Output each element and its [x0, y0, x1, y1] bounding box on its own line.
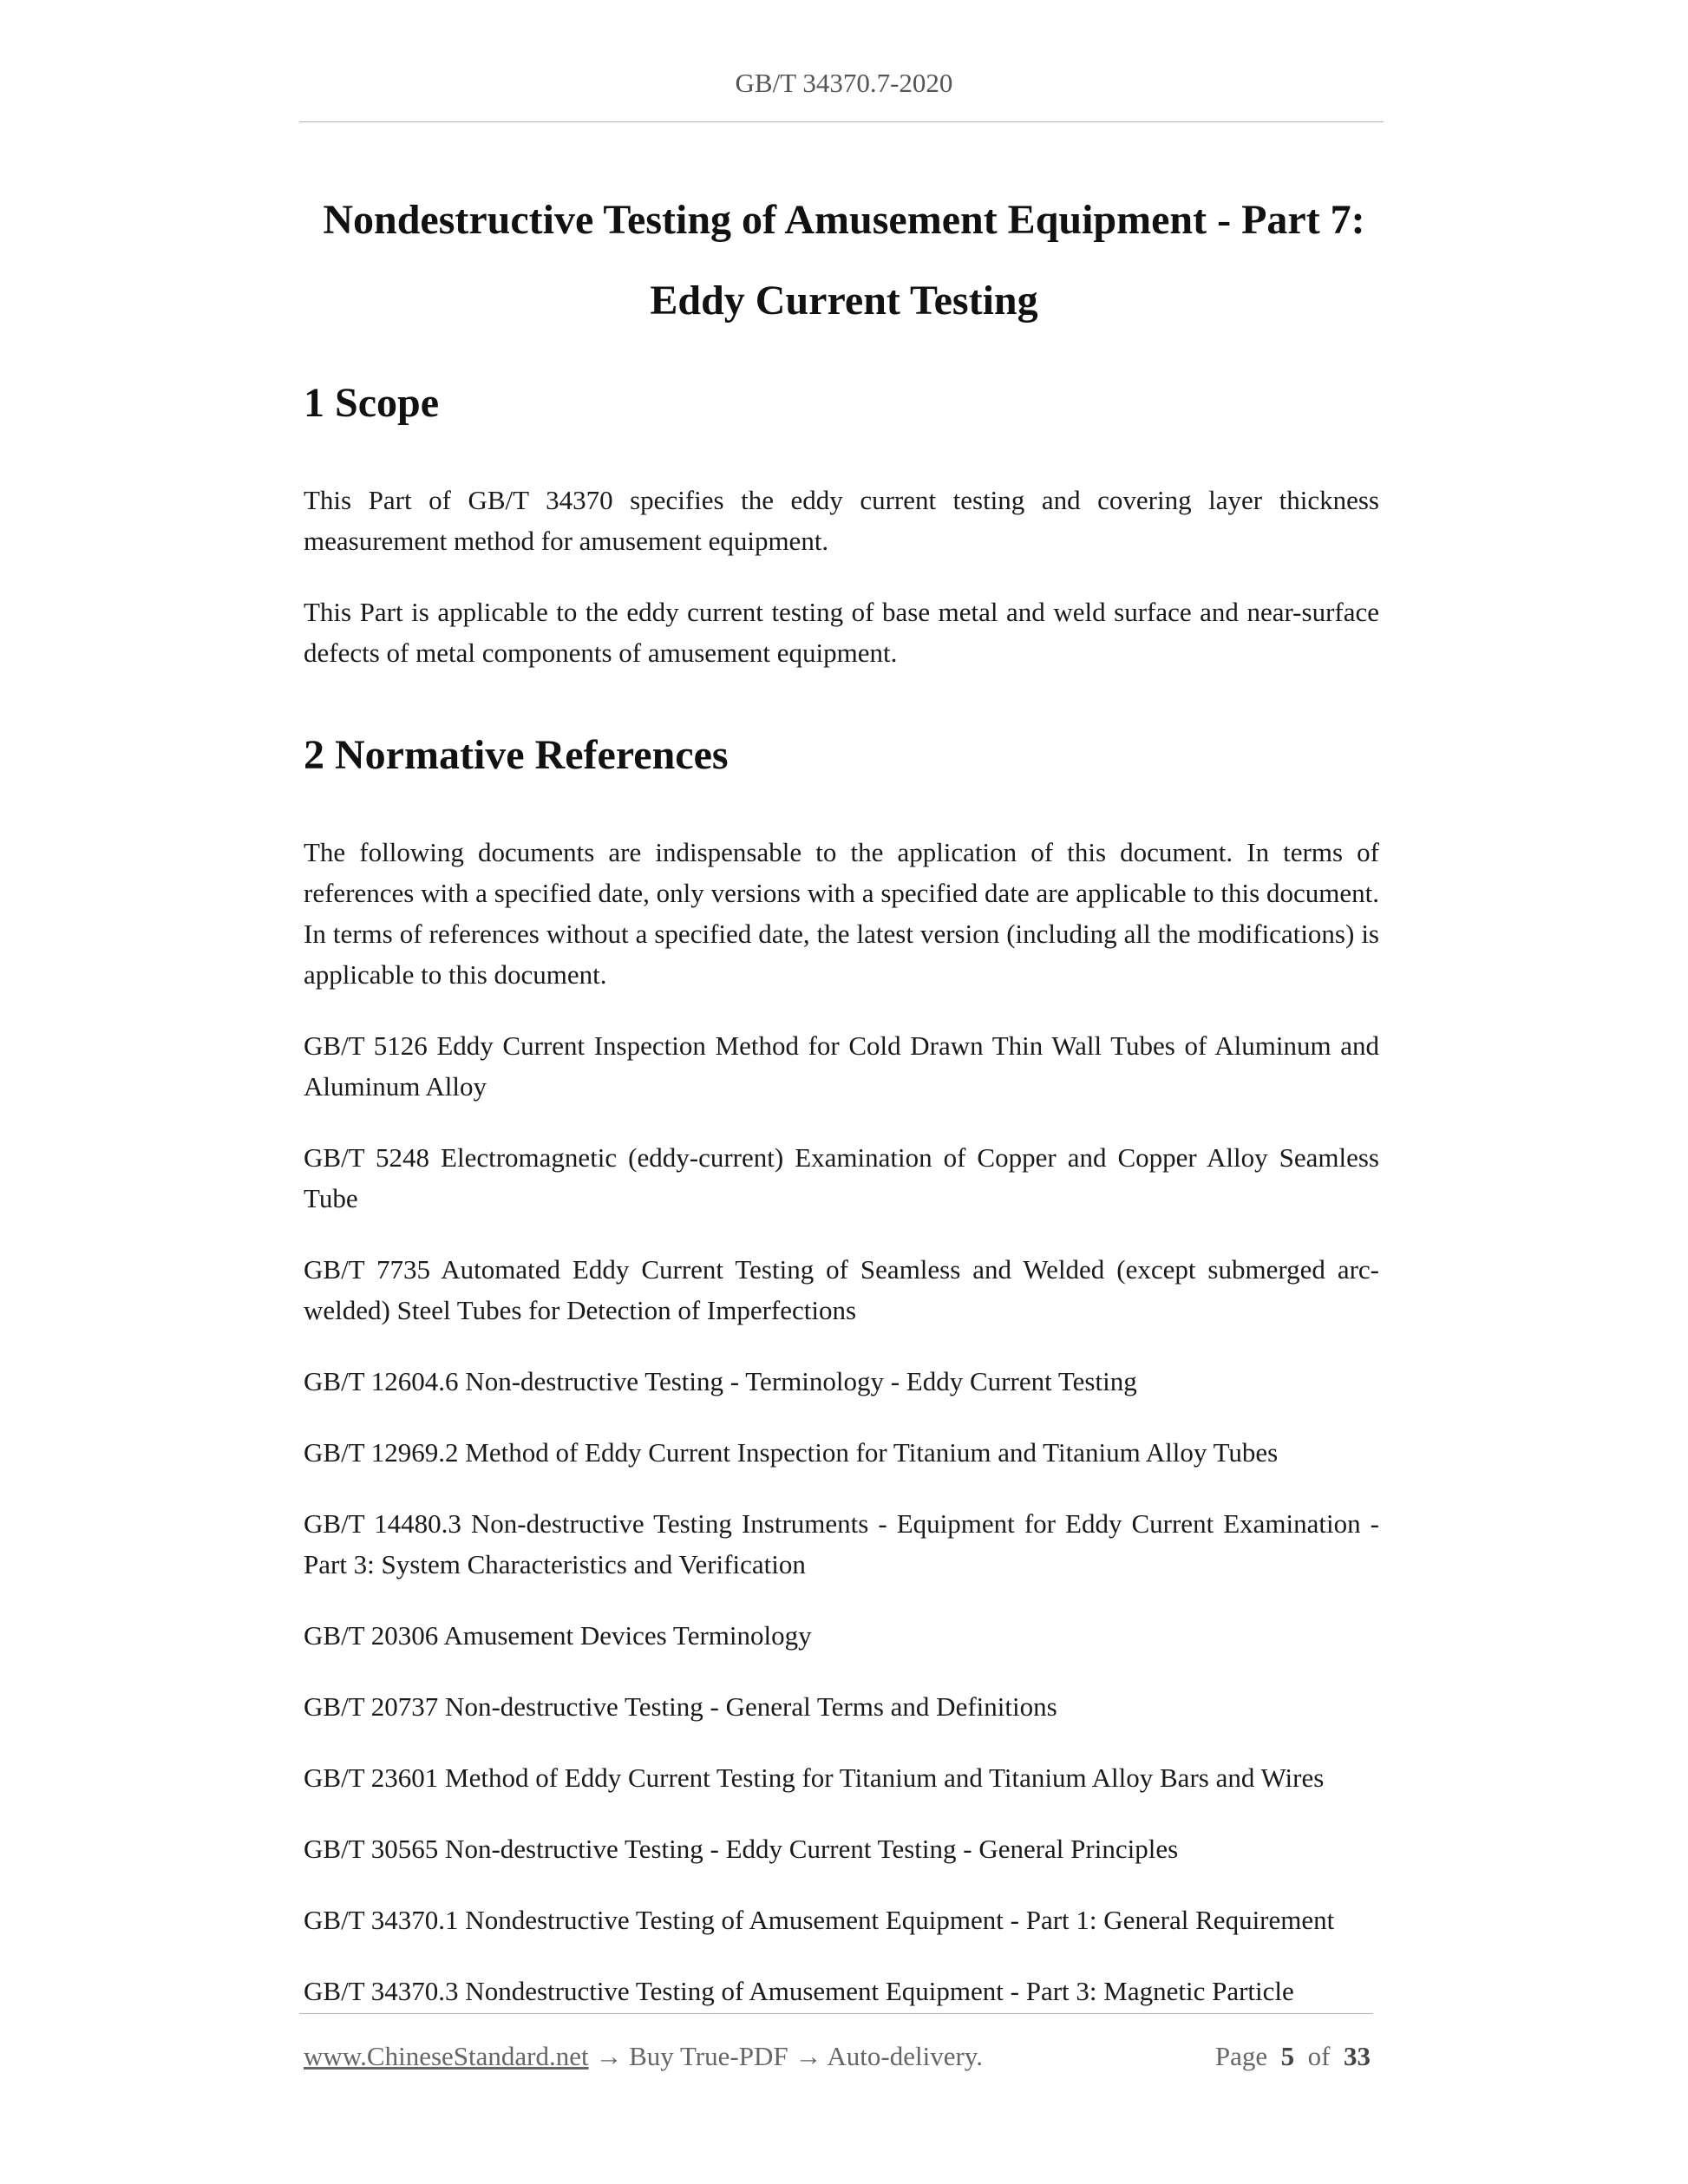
title-line-2: Eddy Current Testing: [650, 278, 1038, 324]
header-divider: [299, 121, 1384, 122]
chinesestandard-link[interactable]: www.ChineseStandard.net: [304, 2041, 589, 2071]
page-footer: [304, 2037, 1371, 2076]
section-heading-scope: 1 Scope: [304, 380, 439, 426]
reference-item: GB/T 7735 Automated Eddy Current Testing of Seamless and Welded (except submerged arc-welded) Steel Tubes for Detection of Imperfections: [304, 1254, 1379, 1325]
reference-item: GB/T 30565 Non-destructive Testing - Eddy Current Testing - General Principles: [304, 1834, 1179, 1864]
reference-item: GB/T 5248 Electromagnetic (eddy-current) Examination of Copper and Copper Alloy Seamless Tube: [304, 1142, 1379, 1213]
reference-item: GB/T 12604.6 Non-destructive Testing - Terminology - Eddy Current Testing: [304, 1366, 1137, 1396]
reference-item: GB/T 20306 Amusement Devices Terminology: [304, 1620, 812, 1651]
footer-divider: [299, 2013, 1373, 2014]
auto-delivery-text: Auto-delivery.: [827, 2041, 984, 2071]
reference-item: GB/T 12969.2 Method of Eddy Current Inspection for Titanium and Titanium Alloy Tubes: [304, 1437, 1279, 1468]
document-title: [0, 180, 1688, 341]
reference-item: GB/T 34370.3 Nondestructive Testing of Amusement Equipment - Part 3: Magnetic Particle: [304, 1976, 1294, 2006]
page-label: Page: [1214, 2041, 1268, 2071]
footer-promo: [304, 2037, 983, 2076]
arrow-right-icon: →: [595, 2041, 623, 2071]
of-label: of: [1307, 2041, 1331, 2071]
document-body: [304, 375, 1379, 2042]
reference-item: GB/T 34370.1 Nondestructive Testing of Amusement Equipment - Part 1: General Requirement: [304, 1905, 1335, 1935]
scope-paragraph: This Part is applicable to the eddy current testing of base metal and weld surface and near-surface defects of metal components of amusement equipment.: [304, 597, 1379, 668]
reference-item: GB/T 14480.3 Non-destructive Testing Instruments - Equipment for Eddy Current Examination - Part 3: System Characteristics and Verification: [304, 1508, 1379, 1579]
title-line-1: Nondestructive Testing of Amusement Equipment - Part 7:: [323, 197, 1365, 243]
page-header-code: GB/T 34370.7-2020: [735, 68, 953, 98]
reference-item: GB/T 20737 Non-destructive Testing - General Terms and Definitions: [304, 1691, 1057, 1722]
scope-paragraph: This Part of GB/T 34370 specifies the eddy current testing and covering layer thickness measurement method for amusement equipment.: [304, 485, 1379, 556]
total-pages: 33: [1344, 2041, 1371, 2071]
section-heading-normative-references: 2 Normative References: [304, 732, 729, 778]
reference-item: GB/T 5126 Eddy Current Inspection Method for Cold Drawn Thin Wall Tubes of Aluminum and Aluminum Alloy: [304, 1030, 1379, 1102]
page-number: 5: [1280, 2041, 1295, 2071]
arrow-right-icon: →: [795, 2041, 822, 2071]
reference-item: GB/T 23601 Method of Eddy Current Testing for Titanium and Titanium Alloy Bars and Wires: [304, 1762, 1325, 1793]
page-indicator: [1215, 2037, 1371, 2076]
buy-true-pdf-text: Buy True-PDF: [629, 2041, 788, 2071]
references-intro: The following documents are indispensable to the application of this document. In terms of references with a specified date, only versions with a specified date are applicable to this document. In terms of references without a specified date, the latest version (including all the modifications) is applicable to this document.: [304, 837, 1379, 990]
